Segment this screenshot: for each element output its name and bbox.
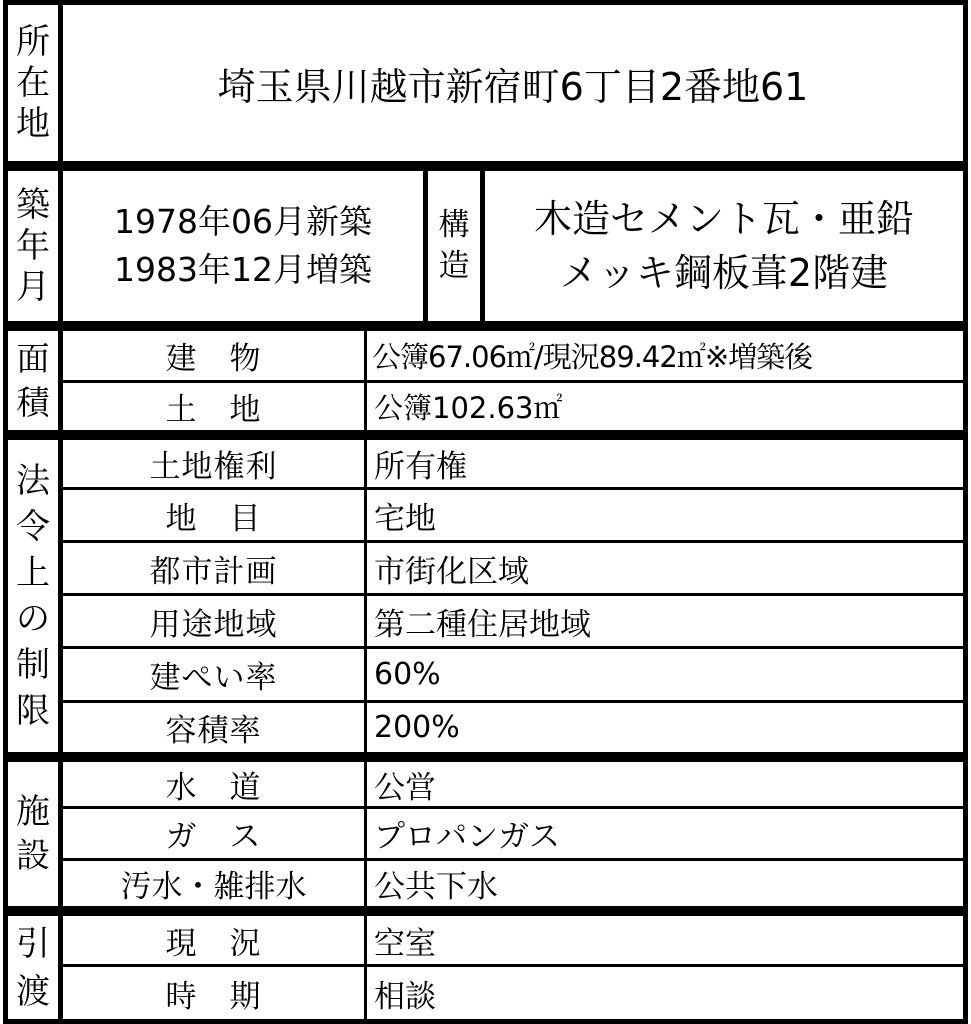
facilities-value-water: 公営 xyxy=(374,769,436,806)
area-label-land: 土 地 xyxy=(165,392,262,428)
handover-value-status: 空室 xyxy=(374,925,436,962)
legal-label-land-category: 地 目 xyxy=(165,500,262,537)
legal-value-city-planning: 市街化区域 xyxy=(374,553,529,590)
handover-heading: 引 渡 xyxy=(16,923,50,1012)
legal-value-coverage-ratio: 60% xyxy=(374,657,441,692)
legal-value-land-category: 宅地 xyxy=(374,500,436,537)
facilities-label-water: 水 道 xyxy=(165,769,262,806)
facilities-label-sewage: 汚水・雑排水 xyxy=(120,869,307,905)
legal-value-floor-area-ratio: 200% xyxy=(374,710,460,745)
legal-value-land-rights: 所有権 xyxy=(374,449,467,485)
area-heading: 面 積 xyxy=(16,338,50,422)
structure-value: 木造セメント瓦・亜鉛 メッキ鋼板葺2階建 xyxy=(533,197,914,295)
handover-value-timing: 相談 xyxy=(374,978,436,1015)
handover-label-status: 現 況 xyxy=(165,925,262,962)
facilities-value-sewage: 公共下水 xyxy=(374,869,498,905)
structure-heading: 構 造 xyxy=(438,207,470,284)
area-value-land: 公簿102.63㎡ xyxy=(374,391,563,425)
handover-label-timing: 時 期 xyxy=(165,978,262,1015)
built-heading: 築 年 月 xyxy=(16,184,50,307)
location-heading: 所 在 地 xyxy=(16,21,50,144)
legal-label-land-rights: 土地権利 xyxy=(149,449,278,485)
legal-heading: 法 令 上 の 制 限 xyxy=(16,461,50,731)
legal-value-use-district: 第二種住居地域 xyxy=(374,606,591,643)
legal-label-floor-area-ratio: 容積率 xyxy=(165,713,262,749)
area-label-building: 建 物 xyxy=(165,341,262,377)
legal-label-coverage-ratio: 建ぺい率 xyxy=(149,660,278,696)
location-value: 埼玉県川越市新宿町6丁目2番地61 xyxy=(217,64,809,109)
legal-label-city-planning: 都市計画 xyxy=(149,553,278,590)
facilities-label-gas: ガ ス xyxy=(165,819,262,855)
area-value-building: 公簿67.06㎡/現況89.42㎡※増築後 xyxy=(372,340,813,374)
legal-label-use-district: 用途地域 xyxy=(149,606,278,643)
facilities-value-gas: プロパンガス xyxy=(374,819,560,855)
built-value: 1978年06月新築 1983年12月増築 xyxy=(114,202,372,289)
facilities-heading: 施 設 xyxy=(16,792,50,876)
